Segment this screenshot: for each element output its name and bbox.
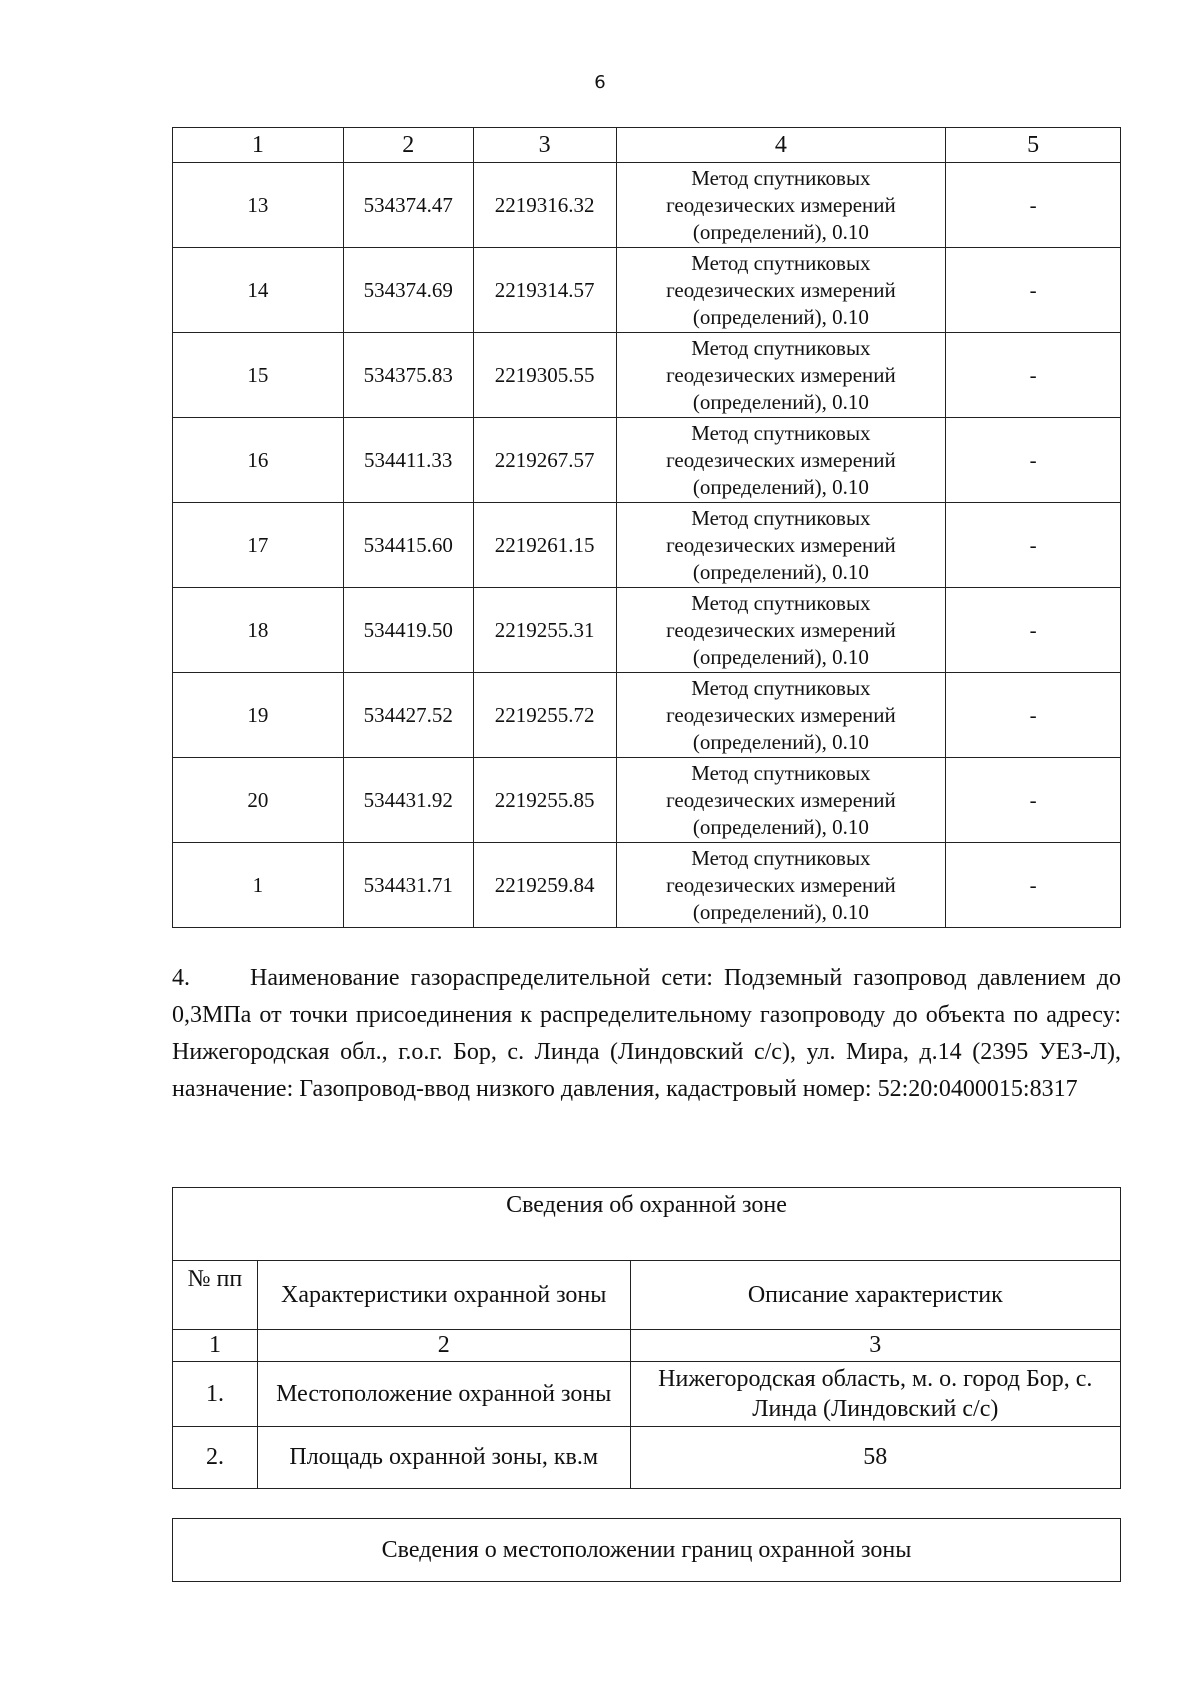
method-line: (определений), 0.10	[692, 559, 869, 584]
zone-row-location	[173, 1362, 1121, 1427]
method-line: геодезических измерений	[666, 872, 896, 897]
description-cell: -	[946, 503, 1121, 588]
zone-row-label: Местоположение охранной зоны	[257, 1362, 630, 1427]
table-row	[173, 588, 1121, 673]
method-line: геодезических измерений	[666, 702, 896, 727]
zone-table-title: Сведения об охранной зоне	[173, 1188, 1121, 1261]
zone-col-characteristic-header: Характеристики охранной зоны	[257, 1261, 630, 1330]
method-line: (определений), 0.10	[692, 474, 869, 499]
zone-row-number: 1.	[173, 1362, 258, 1427]
point-number: 18	[173, 588, 344, 673]
point-number: 20	[173, 758, 344, 843]
description-cell: -	[946, 673, 1121, 758]
coordinate-y: 2219267.57	[473, 418, 616, 503]
method-line: геодезических измерений	[666, 447, 896, 472]
coordinates-header-row	[173, 128, 1121, 163]
method-cell	[616, 163, 946, 248]
point-number: 15	[173, 333, 344, 418]
description-cell: -	[946, 758, 1121, 843]
zone-col-description-header: Описание характеристик	[630, 1261, 1120, 1330]
table-row	[173, 503, 1121, 588]
header-cell: 5	[946, 128, 1121, 163]
description-cell: -	[946, 163, 1121, 248]
zone-row-area	[173, 1427, 1121, 1489]
zone-row-number: 2.	[173, 1427, 258, 1489]
point-number: 16	[173, 418, 344, 503]
page-number: 6	[594, 72, 606, 93]
coordinate-y: 2219316.32	[473, 163, 616, 248]
header-cell: 3	[473, 128, 616, 163]
method-line: Метод спутниковых	[691, 760, 871, 785]
method-line: геодезических измерений	[666, 787, 896, 812]
description-cell: -	[946, 418, 1121, 503]
header-cell: 1	[173, 128, 344, 163]
section-number: 4.	[172, 965, 190, 991]
description-cell: -	[946, 588, 1121, 673]
method-line: Метод спутниковых	[691, 420, 871, 445]
coordinate-y: 2219305.55	[473, 333, 616, 418]
method-line: геодезических измерений	[666, 617, 896, 642]
method-cell	[616, 333, 946, 418]
section-text: Наименование газораспределительной сети: Подземный газопровод давлением до 0,3МПа от точки присоединения к распределительному газопроводу до объекта по адресу: Нижегородская обл., г.о.г. Бор, с. Линда (Линдовский с/с), ул. Мира, д.14 (2395 УЕЗ-Л), назначение: Газопровод-ввод низкого давления, кадастровый номер: 52:20:0400015:8317	[172, 965, 1121, 1102]
table-row	[173, 673, 1121, 758]
zone-col-number-header: № пп	[173, 1261, 258, 1330]
coordinate-x: 534374.47	[343, 163, 473, 248]
method-line: геодезических измерений	[666, 277, 896, 302]
point-number: 14	[173, 248, 344, 333]
method-line: геодезических измерений	[666, 362, 896, 387]
coordinate-y: 2219259.84	[473, 843, 616, 928]
method-cell	[616, 588, 946, 673]
coordinate-x: 534374.69	[343, 248, 473, 333]
method-line: Метод спутниковых	[691, 335, 871, 360]
method-line: (определений), 0.10	[692, 389, 869, 414]
coordinate-x: 534427.52	[343, 673, 473, 758]
method-line: (определений), 0.10	[692, 899, 869, 924]
method-cell	[616, 248, 946, 333]
method-line: Метод спутниковых	[691, 845, 871, 870]
method-line: (определений), 0.10	[692, 219, 869, 244]
table-row	[173, 418, 1121, 503]
coordinate-x: 534431.92	[343, 758, 473, 843]
zone-col-index: 1	[173, 1330, 258, 1362]
zone-row-value: 58	[630, 1427, 1120, 1489]
zone-boundaries-table	[172, 1518, 1121, 1582]
method-cell	[616, 673, 946, 758]
zone-col-index: 2	[257, 1330, 630, 1362]
table-row	[173, 843, 1121, 928]
header-cell: 4	[616, 128, 946, 163]
coordinates-table	[172, 127, 1121, 928]
method-cell	[616, 758, 946, 843]
zone-col-index: 3	[630, 1330, 1120, 1362]
method-line: геодезических измерений	[666, 532, 896, 557]
table-row	[173, 758, 1121, 843]
header-cell: 2	[343, 128, 473, 163]
method-line: Метод спутниковых	[691, 505, 871, 530]
coordinate-y: 2219255.85	[473, 758, 616, 843]
coordinate-x: 534415.60	[343, 503, 473, 588]
method-cell	[616, 843, 946, 928]
coordinate-y: 2219255.31	[473, 588, 616, 673]
point-number: 17	[173, 503, 344, 588]
method-line: (определений), 0.10	[692, 814, 869, 839]
point-number: 13	[173, 163, 344, 248]
description-cell: -	[946, 333, 1121, 418]
description-cell: -	[946, 248, 1121, 333]
protected-zone-table	[172, 1187, 1121, 1489]
zone-row-value: Нижегородская область, м. о. город Бор, с. Линда (Линдовский с/с)	[630, 1362, 1120, 1427]
method-cell	[616, 503, 946, 588]
table-row	[173, 163, 1121, 248]
method-line: Метод спутниковых	[691, 590, 871, 615]
coordinate-x: 534419.50	[343, 588, 473, 673]
section-paragraph	[172, 960, 1121, 1108]
point-number: 19	[173, 673, 344, 758]
method-line: Метод спутниковых	[691, 250, 871, 275]
coordinate-x: 534375.83	[343, 333, 473, 418]
description-cell: -	[946, 843, 1121, 928]
coordinate-y: 2219261.15	[473, 503, 616, 588]
zone-boundaries-title: Сведения о местоположении границ охранной зоны	[173, 1519, 1121, 1582]
zone-row-label: Площадь охранной зоны, кв.м	[257, 1427, 630, 1489]
method-cell	[616, 418, 946, 503]
method-line: геодезических измерений	[666, 192, 896, 217]
coordinate-y: 2219314.57	[473, 248, 616, 333]
table-row	[173, 333, 1121, 418]
method-line: (определений), 0.10	[692, 729, 869, 754]
method-line: Метод спутниковых	[691, 675, 871, 700]
point-number: 1	[173, 843, 344, 928]
method-line: Метод спутниковых	[691, 165, 871, 190]
coordinate-y: 2219255.72	[473, 673, 616, 758]
method-line: (определений), 0.10	[692, 304, 869, 329]
coordinate-x: 534411.33	[343, 418, 473, 503]
method-line: (определений), 0.10	[692, 644, 869, 669]
coordinate-x: 534431.71	[343, 843, 473, 928]
table-row	[173, 248, 1121, 333]
